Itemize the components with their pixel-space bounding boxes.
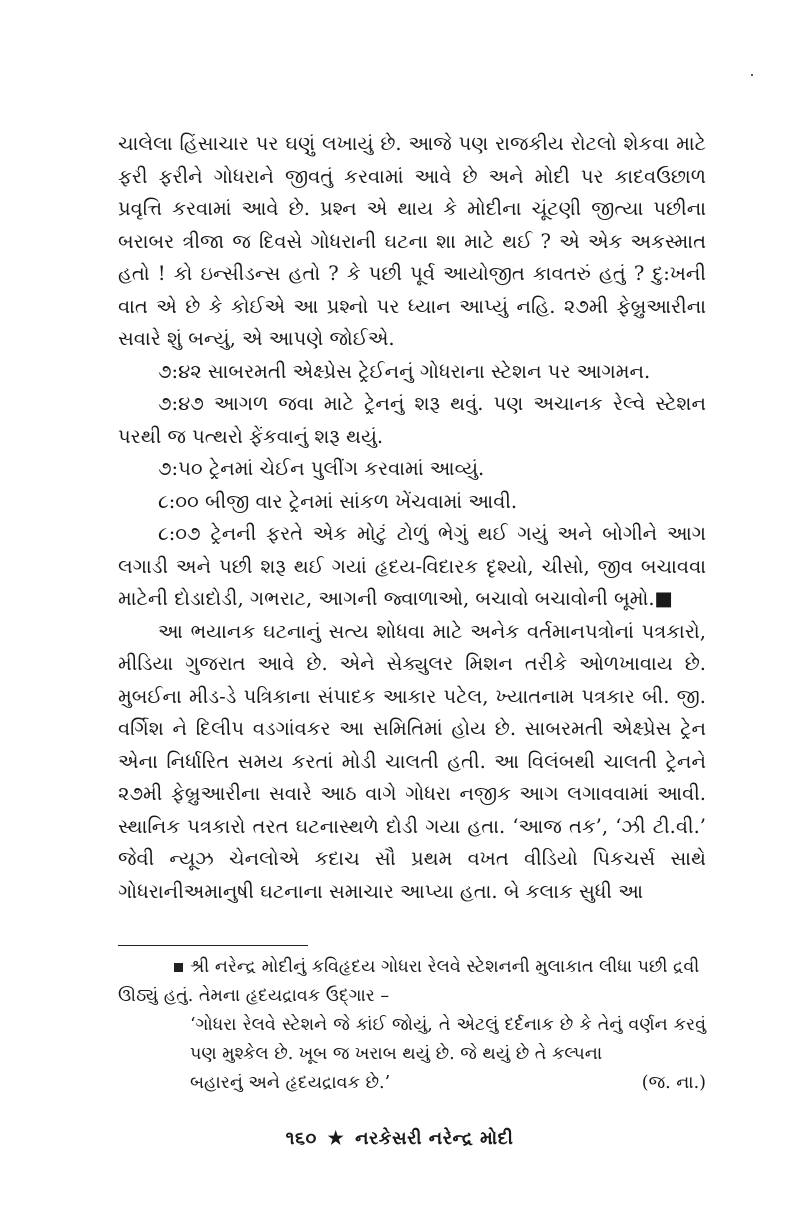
footnote-intro: શ્રી નરેન્દ્ર મોદીનું કવિહૃદય ગોધરા રેલવે સ્ટેશનની મુલાકાત લીધા પછી દ્રવી ઊઠ્યું હતું. તેમના હૃદયદ્રાવક ઉદ્ગાર – bbox=[118, 957, 700, 1006]
star-icon: ★ bbox=[327, 1128, 345, 1149]
paragraph: ૭:૪૭ આગળ જવા માટે ટ્રેનનું શરૂ થવું. પણ અચાનક રેલ્વે સ્ટેશન પરથી જ પત્થરો ફેંકવાનું શરૂ થયું. bbox=[118, 392, 706, 448]
paragraph: ૮:૦૭ ટ્રેનની ફરતે એક મોટું ટોળું ભેગું થઈ ગયું અને બોગીને આગ લગાડી અને પછી શરૂ થઈ ગયાં હૃદય-વિદારક દૃશ્યો, ચીસો, જીવ બચાવવા માટેની દોડાદોડી, ગભરાટ, આગની જ્વાળાઓ, બચાવો બચાવોની બૂમો.■ bbox=[118, 522, 706, 610]
footnote bbox=[118, 953, 706, 1098]
page-footer bbox=[0, 1128, 799, 1149]
paragraph: આ ભયાનક ઘટનાનું સત્ય શોધવા માટે અનેક વર્તમાનપત્રોનાં પત્રકારો, મીડિયા ગુજરાત આવે છે. એને સેક્યુલર મિશન તરીકે ઓળખાવાય છે. મુબઈના મીડ-ડે પત્રિકાના સંપાદક આકાર પટેલ, ખ્યાતનામ પત્રકાર બી. જી. વર્ગિશ ને દિલીપ વડગાંવકર આ સમિતિમાં હોય છે. સાબરમતી એક્ષ્પ્રેસ ટ્રેન એના નિર્ધારિત સમય કરતાં મોડી ચાલતી હતી. આ વિલંબથી ચાલતી ટ્રેનને ૨૭મી ફેબ્રુઆરીના સવારે આઠ વાગે ગોધરા નજીક આગ લગાવવામાં આવી. સ્થાનિક પત્રકારો તરત ઘટનાસ્થળે દોડી ગયા હતા. ‘આજ તક’, ‘ઝી ટી.વી.’ જેવી ન્યૂઝ ચેનલોએ કદાચ સૌ પ્રથમ વખત વીડિયો પિકચર્સ સાથે ગોધરાનીઅમાનુષી ઘટનાના સમાચાર આપ્યા હતા. બે કલાક સુધી આ bbox=[118, 619, 706, 903]
book-title: નરકેસરી નરેન્દ્ર મોદી bbox=[355, 1128, 514, 1149]
page-speck bbox=[751, 74, 753, 76]
footnote-intro-line bbox=[118, 953, 706, 1011]
footnote-divider bbox=[118, 945, 308, 946]
page-number: ૧૬૦ bbox=[285, 1128, 317, 1149]
footnote-square-icon bbox=[174, 963, 183, 972]
footnote-quote: ‘ગોધરા રેલવે સ્ટેશને જે કાંઈ જોયું, તે એટલું દર્દનાક છે કે તેનું વર્ણન કરવું પણ મુશ્કેલ છે. ખૂબ જ ખરાબ થયું છે. જે થયું છે તે કલ્પના bbox=[190, 1015, 706, 1064]
footnote-quote-end-row bbox=[190, 1069, 706, 1098]
footnote-quote-end: બહારનું અને હૃદયદ્રાવક છે.’ bbox=[190, 1073, 391, 1093]
paragraph: ૮:૦૦ બીજી વાર ટ્રેનમાં સાંકળ ખેંચવામાં આવી. bbox=[158, 489, 518, 513]
paragraph: ૭:૪૨ સાબરમતી એક્ષ્પ્રેસ ટ્રેઈનનું ગોધરાના સ્ટેશન પર આગમન. bbox=[158, 359, 651, 383]
footnote-attribution: (જ. ના.) bbox=[641, 1073, 706, 1093]
paragraph: ચાલેલા હિંસાચાર પર ઘણું લખાયું છે. આજે પણ રાજકીય રોટલો શેકવા માટે ફરી ફરીને ગોધરાને જીવતું કરવામાં આવે છે અને મોદી પર કાદવઉછાળ પ્રવૃત્તિ કરવામાં આવે છે. પ્રશ્ન એ થાય કે મોદીના ચૂંટણી જીત્યા પછીના બરાબર ત્રીજા જ દિવસે ગોધરાની ઘટના શા માટે થઈ ? એ એક અકસ્માત હતો ! કો ઇન્સીડન્સ હતો ? કે પછી પૂર્વ આયોજીત કાવતરું હતું ? દુ:ખની વાત એ છે કે કોઈએ આ પ્રશ્નો પર ધ્યાન આપ્યું નહિ. ૨૭મી ફેબ્રુઆરીના સવારે શું બન્યું, એ આપણે જોઈએ. bbox=[118, 132, 706, 350]
paragraph: ૭:૫૦ ટ્રેનમાં ચેઈન પુલીંગ કરવામાં આવ્યું. bbox=[158, 457, 485, 480]
main-text bbox=[118, 128, 706, 908]
